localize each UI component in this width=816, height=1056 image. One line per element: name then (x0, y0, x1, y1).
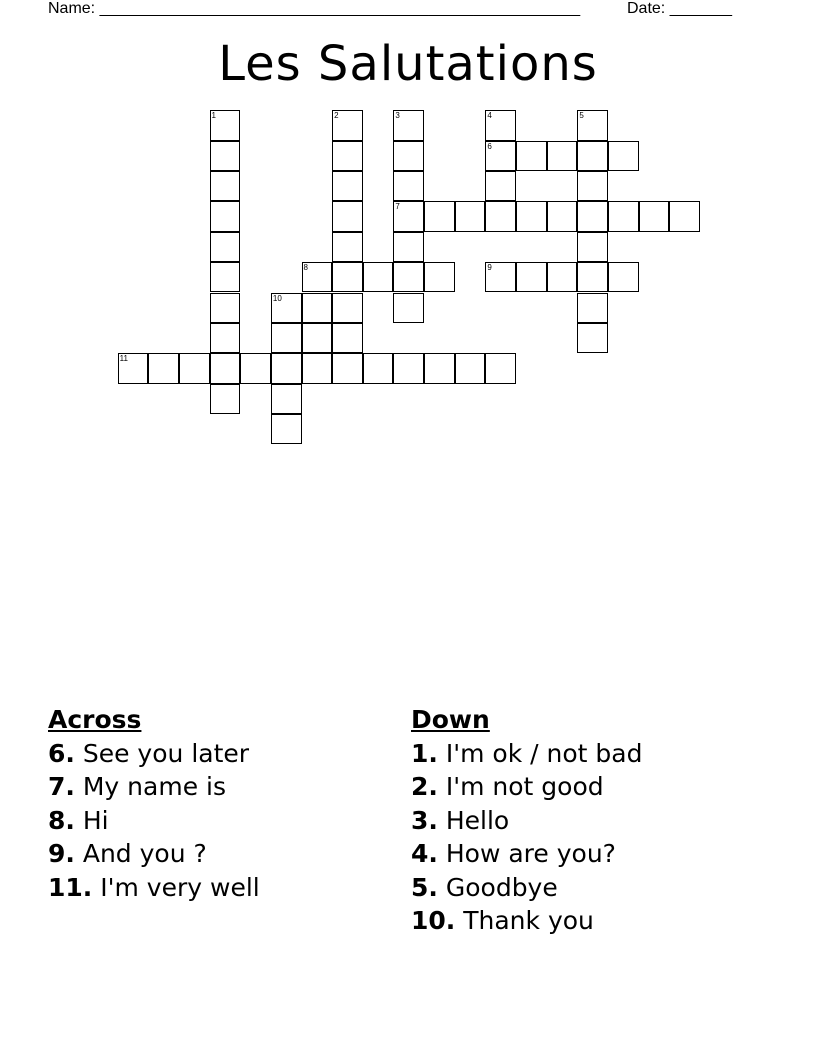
grid-cell[interactable] (393, 171, 424, 201)
grid-cell[interactable] (547, 262, 578, 292)
grid-cell[interactable] (332, 232, 363, 262)
grid-cell[interactable] (302, 293, 333, 323)
grid-cell[interactable] (210, 323, 241, 353)
grid-cell[interactable] (424, 353, 455, 383)
grid-cell[interactable] (302, 353, 333, 383)
clue-text: See you later (82, 738, 250, 768)
clue-number: 4. (411, 839, 438, 868)
grid-cell[interactable] (302, 262, 333, 292)
grid-cell[interactable] (577, 141, 608, 171)
down-clue (411, 770, 642, 804)
clue-number: 1. (411, 738, 438, 768)
grid-cell[interactable] (485, 353, 516, 383)
grid-cell[interactable] (577, 232, 608, 262)
clue-number-label: 9 (487, 263, 492, 273)
grid-cell[interactable] (302, 323, 333, 353)
grid-cell[interactable] (332, 323, 363, 353)
clue-number-label: 5 (579, 111, 584, 121)
puzzle-title: Les Salutations (218, 36, 598, 92)
grid-cell[interactable] (424, 201, 455, 231)
grid-cell[interactable] (577, 201, 608, 231)
grid-cell[interactable] (608, 141, 639, 171)
clue-number-label: 2 (334, 111, 339, 121)
clue-number-label: 6 (487, 141, 492, 151)
down-clues (411, 703, 642, 938)
clue-number-label: 4 (487, 111, 492, 121)
grid-cell[interactable] (210, 293, 241, 323)
name-label: Name: (48, 0, 96, 17)
grid-cell[interactable] (516, 262, 547, 292)
clue-number-label: 3 (395, 111, 400, 121)
grid-cell[interactable] (118, 353, 149, 383)
grid-cell[interactable] (393, 232, 424, 262)
down-heading: Down (411, 705, 490, 734)
grid-cell[interactable] (455, 353, 486, 383)
grid-cell[interactable] (332, 141, 363, 171)
grid-cell[interactable] (547, 201, 578, 231)
grid-cell[interactable] (332, 293, 363, 323)
clue-number-label: 1 (211, 111, 216, 121)
clue-number: 10. (411, 906, 456, 935)
grid-cell[interactable] (148, 353, 179, 383)
grid-cell[interactable] (210, 384, 241, 414)
grid-cell[interactable] (210, 201, 241, 231)
clue-text: Goodbye (445, 872, 558, 902)
clue-number-label: 10 (272, 293, 282, 303)
grid-cell[interactable] (393, 201, 424, 231)
grid-cell[interactable] (210, 262, 241, 292)
clue-text: Hello (445, 805, 510, 835)
grid-cell[interactable] (210, 232, 241, 262)
grid-cell[interactable] (210, 110, 241, 140)
grid-cell[interactable] (393, 353, 424, 383)
clue-text: My name is (82, 772, 226, 801)
down-clue (411, 904, 642, 938)
grid-cell[interactable] (210, 141, 241, 171)
grid-cell[interactable] (393, 262, 424, 292)
grid-cell[interactable] (516, 141, 547, 171)
grid-cell[interactable] (485, 171, 516, 201)
grid-cell[interactable] (271, 293, 302, 323)
grid-cell[interactable] (332, 262, 363, 292)
grid-cell[interactable] (608, 262, 639, 292)
clue-text: I'm very well (100, 872, 260, 902)
grid-cell[interactable] (363, 353, 394, 383)
date-field[interactable]: _______ (669, 0, 732, 17)
grid-cell[interactable] (332, 110, 363, 140)
clue-number: 9. (48, 839, 75, 868)
clue-text: And you ? (82, 839, 207, 868)
clue-number-label: 11 (119, 354, 128, 364)
grid-cell[interactable] (271, 414, 302, 444)
grid-cell[interactable] (577, 262, 608, 292)
grid-cell[interactable] (393, 141, 424, 171)
grid-cell[interactable] (179, 353, 210, 383)
clue-text: How are you? (445, 839, 616, 868)
clue-number-label: 8 (303, 263, 308, 273)
down-clue (411, 804, 642, 838)
grid-cell[interactable] (669, 201, 700, 231)
across-heading: Across (48, 705, 142, 734)
across-clue (48, 770, 260, 804)
grid-cell[interactable] (577, 110, 608, 140)
grid-cell[interactable] (393, 110, 424, 140)
grid-cell[interactable] (210, 353, 241, 383)
clue-number: 3. (411, 805, 438, 835)
grid-cell[interactable] (332, 201, 363, 231)
grid-cell[interactable] (332, 171, 363, 201)
grid-cell[interactable] (485, 262, 516, 292)
grid-cell[interactable] (455, 201, 486, 231)
clue-number: 6. (48, 738, 75, 768)
clue-number: 11. (48, 872, 93, 902)
across-clue (48, 871, 260, 905)
across-clue (48, 837, 260, 871)
grid-cell[interactable] (577, 323, 608, 353)
down-clue (411, 871, 642, 905)
grid-cell[interactable] (485, 141, 516, 171)
grid-cell[interactable] (485, 201, 516, 231)
down-clue (411, 837, 642, 871)
clue-number: 5. (411, 872, 438, 902)
across-clue (48, 804, 260, 838)
clue-number-label: 7 (395, 202, 400, 212)
clue-number: 2. (411, 772, 438, 801)
clue-number: 7. (48, 772, 75, 801)
across-clues (48, 703, 260, 904)
grid-cell[interactable] (240, 353, 271, 383)
grid-cell[interactable] (424, 262, 455, 292)
crossword-grid (0, 0, 816, 460)
grid-cell[interactable] (485, 110, 516, 140)
grid-cell[interactable] (516, 201, 547, 231)
across-clue (48, 737, 260, 771)
grid-cell[interactable] (577, 171, 608, 201)
grid-cell[interactable] (639, 201, 670, 231)
name-field[interactable]: ______________________________________________________ (99, 0, 581, 17)
clue-number: 8. (48, 805, 75, 835)
grid-cell[interactable] (271, 353, 302, 383)
grid-cell[interactable] (577, 293, 608, 323)
grid-cell[interactable] (332, 353, 363, 383)
clue-text: Hi (82, 805, 109, 835)
grid-cell[interactable] (271, 384, 302, 414)
grid-cell[interactable] (210, 171, 241, 201)
grid-cell[interactable] (271, 323, 302, 353)
date-label: Date: (627, 0, 666, 17)
grid-cell[interactable] (393, 293, 424, 323)
clue-text: I'm ok / not bad (445, 738, 643, 768)
clue-text: I'm not good (445, 772, 604, 801)
grid-cell[interactable] (547, 141, 578, 171)
down-clue (411, 737, 642, 771)
grid-cell[interactable] (608, 201, 639, 231)
grid-cell[interactable] (363, 262, 394, 292)
clue-text: Thank you (463, 906, 594, 935)
